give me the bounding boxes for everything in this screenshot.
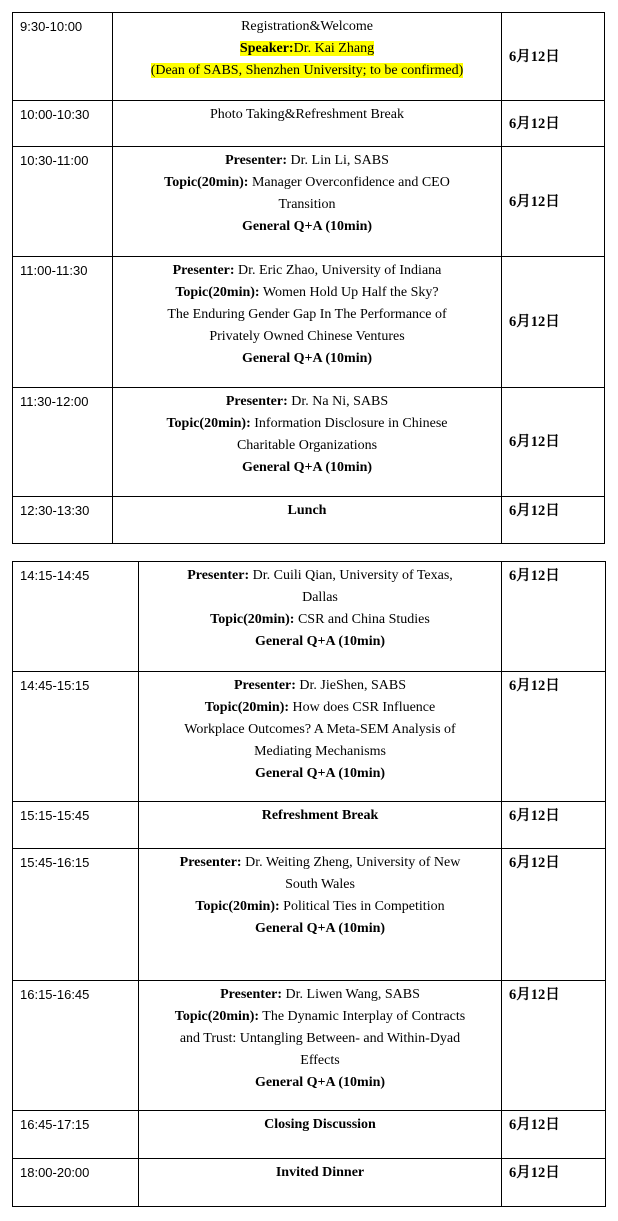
session-cell [139, 562, 502, 672]
date-cell: 6月12日 [502, 388, 605, 497]
qa-label: General Q+A (10min) [254, 921, 386, 936]
time-cell: 16:45-17:15 [13, 1111, 139, 1159]
schedule-row [13, 388, 605, 497]
session-cell [113, 497, 502, 544]
topic-label: Topic(20min): [210, 612, 295, 627]
session-title: Lunch [287, 503, 327, 518]
schedule-row [13, 147, 605, 257]
topic-text: Information Disclosure in Chinese [250, 416, 448, 431]
session-title: Photo Taking&Refreshment Break [210, 107, 404, 122]
date-cell: 6月12日 [502, 562, 606, 672]
schedule-row [13, 981, 606, 1111]
schedule-row [13, 101, 605, 147]
topic-text: CSR and China Studies [294, 612, 430, 627]
time-cell: 18:00-20:00 [13, 1159, 139, 1207]
topic-text: Transition [278, 197, 336, 212]
presenter-name: Dr. Lin Li, SABS [287, 153, 389, 168]
session-cell [113, 388, 502, 497]
qa-label: General Q+A (10min) [241, 219, 373, 234]
session-title: Registration&Welcome [241, 19, 373, 34]
date-cell: 6月12日 [502, 257, 605, 388]
time-cell: 14:45-15:15 [13, 672, 139, 802]
qa-label: General Q+A (10min) [254, 1075, 386, 1090]
speaker-note: (Dean of SABS, Shenzhen University; to be confirmed) [150, 63, 464, 78]
session-title: Refreshment Break [261, 808, 379, 823]
presenter-label: Presenter: [179, 855, 242, 870]
time-cell: 11:30-12:00 [13, 388, 113, 497]
afternoon-schedule-table [12, 561, 606, 1207]
date-cell: 6月12日 [502, 981, 606, 1111]
topic-label: Topic(20min): [174, 1009, 260, 1024]
speaker-label: Speaker: [239, 41, 294, 56]
presenter-name: Dr. JieShen, SABS [295, 678, 406, 693]
time-cell: 11:00-11:30 [13, 257, 113, 388]
schedule-row [13, 13, 605, 101]
schedule-row [13, 672, 606, 802]
session-cell [139, 802, 502, 849]
session-cell [139, 1111, 502, 1159]
schedule-row [13, 849, 606, 981]
qa-label: General Q+A (10min) [254, 766, 386, 781]
topic-text: and Trust: Untangling Between- and Within-Dyad [179, 1031, 461, 1046]
session-cell [113, 147, 502, 257]
time-cell: 14:15-14:45 [13, 562, 139, 672]
schedule-row [13, 1159, 606, 1207]
time-cell: 16:15-16:45 [13, 981, 139, 1111]
speaker-name: Dr. Kai Zhang [293, 41, 375, 56]
time-cell: 10:30-11:00 [13, 147, 113, 257]
date-cell: 6月12日 [502, 497, 605, 544]
time-cell: 9:30-10:00 [13, 13, 113, 101]
qa-label: General Q+A (10min) [254, 634, 386, 649]
qa-label: General Q+A (10min) [241, 351, 373, 366]
date-cell: 6月12日 [502, 1111, 606, 1159]
presenter-label: Presenter: [225, 394, 288, 409]
session-cell [113, 257, 502, 388]
presenter-label: Presenter: [220, 987, 283, 1002]
date-cell: 6月12日 [502, 802, 606, 849]
session-cell [113, 13, 502, 101]
session-cell [139, 849, 502, 981]
schedule-row [13, 562, 606, 672]
topic-text: How does CSR Influence [289, 700, 436, 715]
schedule-row [13, 1111, 606, 1159]
session-title: Invited Dinner [275, 1165, 365, 1180]
session-cell [139, 672, 502, 802]
morning-schedule-table [12, 12, 605, 544]
time-cell: 15:45-16:15 [13, 849, 139, 981]
schedule-row [13, 497, 605, 544]
presenter-label: Presenter: [187, 568, 250, 583]
date-cell: 6月12日 [502, 13, 605, 101]
presenter-name: Dr. Eric Zhao, University of Indiana [234, 263, 442, 278]
date-cell: 6月12日 [502, 849, 606, 981]
presenter-label: Presenter: [233, 678, 296, 693]
session-cell [113, 101, 502, 147]
date-cell: 6月12日 [502, 1159, 606, 1207]
qa-label: General Q+A (10min) [241, 460, 373, 475]
topic-text: Manager Overconfidence and CEO [248, 175, 450, 190]
presenter-name: Dr. Cuili Qian, University of Texas, [249, 568, 453, 583]
topic-label: Topic(20min): [195, 899, 280, 914]
schedule-row [13, 802, 606, 849]
presenter-name: Dr. Liwen Wang, SABS [282, 987, 420, 1002]
topic-text: The Dynamic Interplay of Contracts [259, 1009, 466, 1024]
time-cell: 10:00-10:30 [13, 101, 113, 147]
topic-label: Topic(20min): [164, 175, 249, 190]
presenter-name: Dr. Na Ni, SABS [287, 394, 389, 409]
topic-label: Topic(20min): [204, 700, 290, 715]
time-cell: 12:30-13:30 [13, 497, 113, 544]
time-cell: 15:15-15:45 [13, 802, 139, 849]
topic-text: Workplace Outcomes? A Meta-SEM Analysis of [184, 722, 456, 737]
presenter-name: South Wales [285, 877, 355, 892]
date-cell: 6月12日 [502, 672, 606, 802]
topic-text: Effects [300, 1053, 340, 1068]
schedule-row [13, 257, 605, 388]
topic-text: Mediating Mechanisms [254, 744, 386, 759]
session-cell [139, 1159, 502, 1207]
topic-label: Topic(20min): [166, 416, 251, 431]
topic-text: Political Ties in Competition [279, 899, 445, 914]
date-cell: 6月12日 [502, 101, 605, 147]
presenter-name: Dallas [302, 590, 338, 605]
presenter-name: Dr. Weiting Zheng, University of New [241, 855, 461, 870]
presenter-label: Presenter: [172, 263, 235, 278]
topic-text: Women Hold Up Half the Sky? [259, 285, 439, 300]
date-cell: 6月12日 [502, 147, 605, 257]
topic-label: Topic(20min): [175, 285, 260, 300]
topic-text: Charitable Organizations [236, 438, 378, 453]
session-title: Closing Discussion [264, 1117, 376, 1132]
topic-text: The Enduring Gender Gap In The Performance of [167, 307, 447, 322]
presenter-label: Presenter: [225, 153, 288, 168]
topic-text: Privately Owned Chinese Ventures [209, 329, 405, 344]
session-cell [139, 981, 502, 1111]
